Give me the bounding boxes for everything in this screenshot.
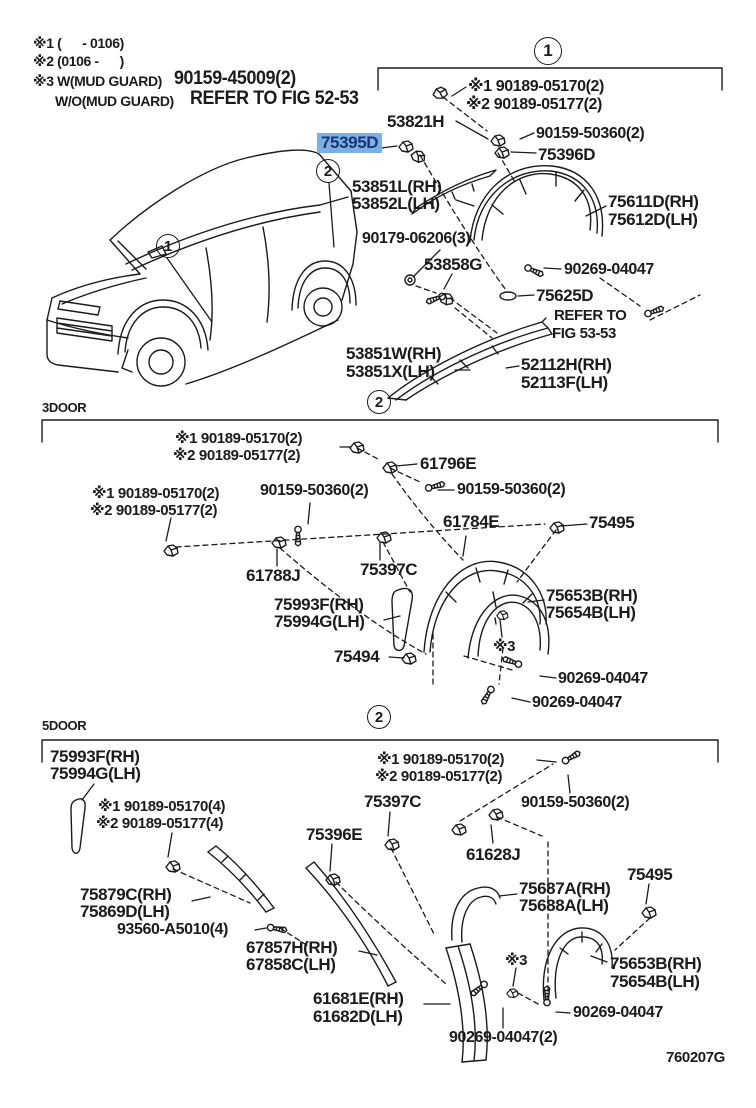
refer-note-line2: FIG 53-53 [552, 325, 616, 342]
part-label-75396E[interactable]: 75396E [306, 825, 363, 844]
clip-icon [385, 839, 399, 850]
part-label-90189-05170-5door-left[interactable]: ※1 90189-05170(4) [98, 798, 226, 815]
part-label-61681E[interactable]: 61681E(RH) [313, 989, 404, 1008]
legend-note-4: W/O(MUD GUARD) [55, 93, 174, 109]
clip-icon [495, 147, 509, 158]
part-label-67858C[interactable]: 67858C(LH) [246, 955, 336, 974]
part-label-90269-04047-3door-a[interactable]: 90269-04047 [558, 670, 648, 687]
clip-icon [272, 537, 286, 548]
part-label-75495-5door[interactable]: 75495 [627, 865, 673, 884]
clip-icon [432, 86, 448, 99]
note-3-ref-5door: ※3 [505, 952, 528, 969]
section-brackets [42, 68, 722, 762]
legend-note-1: ※1 ( - 0106) [33, 35, 124, 51]
part-label-90159-45009[interactable]: 90159-45009(2) [174, 68, 296, 89]
clip-icon [164, 545, 178, 556]
part-label-90159-50360-top[interactable]: 90159-50360(2) [536, 125, 645, 142]
part-label-90189-05170-top[interactable]: ※1 90189-05170(2) [468, 78, 604, 95]
part-label-90189-05170-3door-b[interactable]: ※1 90189-05170(2) [92, 485, 220, 502]
part-label-75688A[interactable]: 75688A(LH) [519, 896, 609, 915]
part-label-61682D[interactable]: 61682D(LH) [313, 1007, 403, 1026]
clip-icon [497, 611, 508, 620]
part-label-75687A[interactable]: 75687A(RH) [519, 879, 611, 898]
part-label-75612D[interactable]: 75612D(LH) [608, 210, 698, 229]
screw-icon [544, 986, 550, 1006]
part-label-75625D[interactable]: 75625D [536, 286, 594, 305]
part-label-90269-04047-5door-a[interactable]: 90269-04047 [573, 1004, 663, 1021]
part-label-90159-50360-3door-right[interactable]: 90159-50360(2) [457, 481, 566, 498]
callout-1-top: 1 [534, 37, 562, 65]
clip-icon [642, 907, 656, 918]
clip-icon [452, 824, 466, 835]
part-label-90269-04047-top[interactable]: 90269-04047 [564, 261, 654, 278]
part-label-75993F-5door[interactable]: 75993F(RH) [50, 747, 140, 766]
vehicle-illustration [47, 150, 357, 386]
legend-refer-fig: REFER TO FIG 52-53 [190, 88, 359, 109]
part-label-90189-05177-top[interactable]: ※2 90189-05177(2) [466, 96, 602, 113]
part-label-53821H[interactable]: 53821H [387, 112, 445, 131]
part-label-75396D[interactable]: 75396D [538, 145, 596, 164]
part-label-75879C[interactable]: 75879C(RH) [80, 885, 172, 904]
callout-1-car: 1 [156, 234, 180, 258]
part-label-75653B-5door[interactable]: 75653B(RH) [610, 954, 702, 973]
part-label-90189-05170-3door-a[interactable]: ※1 90189-05170(2) [175, 430, 303, 447]
part-label-90269-04047-5door-b[interactable]: 90269-04047(2) [449, 1029, 558, 1046]
clip-icon [166, 861, 180, 872]
part-label-75653B-3door[interactable]: 75653B(RH) [546, 586, 638, 605]
part-label-61784E[interactable]: 61784E [443, 512, 500, 531]
part-label-90179-06206[interactable]: 90179-06206(3) [362, 230, 471, 247]
part-label-75395D[interactable]: 75395D [317, 133, 382, 153]
screw-icon [502, 655, 523, 668]
part-label-52113F[interactable]: 52113F(LH) [521, 373, 608, 392]
part-label-53851L[interactable]: 53851L(RH) [352, 177, 442, 196]
part-label-75397C-3door[interactable]: 75397C [360, 560, 418, 579]
part-label-75869D[interactable]: 75869D(LH) [80, 902, 170, 921]
refer-note-line1: REFER TO [554, 307, 627, 324]
callout-2-5door: 2 [367, 705, 391, 729]
diagram-code: 760207G [666, 1049, 725, 1066]
part-label-75611D[interactable]: 75611D(RH) [608, 192, 699, 211]
part-label-53851X[interactable]: 53851X(LH) [346, 362, 435, 381]
clip-icon [350, 442, 364, 453]
screw-icon [561, 750, 581, 765]
screw-icon [644, 305, 665, 318]
clip-icon [550, 522, 564, 533]
part-label-75494[interactable]: 75494 [334, 647, 380, 666]
part-label-90269-04047-3door-b[interactable]: 90269-04047 [532, 694, 622, 711]
part-label-90189-05170-5door-right[interactable]: ※1 90189-05170(2) [377, 751, 505, 768]
part-label-75397C-5door[interactable]: 75397C [364, 792, 422, 811]
part-label-67857H[interactable]: 67857H(RH) [246, 938, 338, 957]
part-label-90189-05177-3door-a[interactable]: ※2 90189-05177(2) [173, 447, 301, 464]
legend-note-2: ※2 (0106 - ) [33, 53, 124, 69]
clip-icon [489, 809, 503, 820]
clip-icon [383, 462, 397, 473]
part-label-90159-50360-5door[interactable]: 90159-50360(2) [521, 794, 630, 811]
part-label-90189-05177-5door-left[interactable]: ※2 90189-05177(4) [96, 815, 224, 832]
part-label-90189-05177-3door-b[interactable]: ※2 90189-05177(2) [90, 502, 218, 519]
screw-icon [524, 264, 545, 278]
part-label-61788J[interactable]: 61788J [246, 566, 301, 585]
clip-icon [507, 989, 518, 998]
part-label-53858G[interactable]: 53858G [424, 255, 483, 274]
screw-icon [295, 526, 301, 546]
callout-2-3door: 2 [367, 390, 391, 414]
part-label-75994G-3door[interactable]: 75994G(LH) [274, 612, 365, 631]
screw-icon [469, 980, 488, 998]
screw-icon [267, 924, 288, 934]
part-label-90189-05177-5door-right[interactable]: ※2 90189-05177(2) [375, 768, 503, 785]
part-label-52112H[interactable]: 52112H(RH) [521, 355, 612, 374]
part-label-75654B-5door[interactable]: 75654B(LH) [610, 972, 700, 991]
part-label-93560-A5010[interactable]: 93560-A5010(4) [117, 921, 228, 938]
part-label-75993F-3door[interactable]: 75993F(RH) [274, 595, 364, 614]
note-3-ref-3door: ※3 [493, 638, 516, 655]
section-heading-3door: 3DOOR [42, 400, 87, 415]
part-label-75994G-5door[interactable]: 75994G(LH) [50, 764, 141, 783]
part-label-61628J[interactable]: 61628J [466, 845, 521, 864]
part-label-75495-3door[interactable]: 75495 [589, 513, 635, 532]
screw-icon [480, 685, 495, 705]
part-label-53852L[interactable]: 53852L(LH) [352, 194, 440, 213]
clip-icon [399, 141, 413, 152]
legend-note-3: ※3 W(MUD GUARD) [33, 73, 162, 89]
clip-icon [410, 149, 426, 163]
part-label-75654B-3door[interactable]: 75654B(LH) [546, 603, 636, 622]
callout-2-car: 2 [316, 159, 340, 183]
part-label-53851W[interactable]: 53851W(RH) [346, 344, 442, 363]
part-label-90159-50360-3door-left[interactable]: 90159-50360(2) [260, 482, 369, 499]
clip-icon [491, 135, 505, 146]
section-heading-5door: 5DOOR [42, 718, 87, 733]
part-label-61796E[interactable]: 61796E [420, 454, 477, 473]
